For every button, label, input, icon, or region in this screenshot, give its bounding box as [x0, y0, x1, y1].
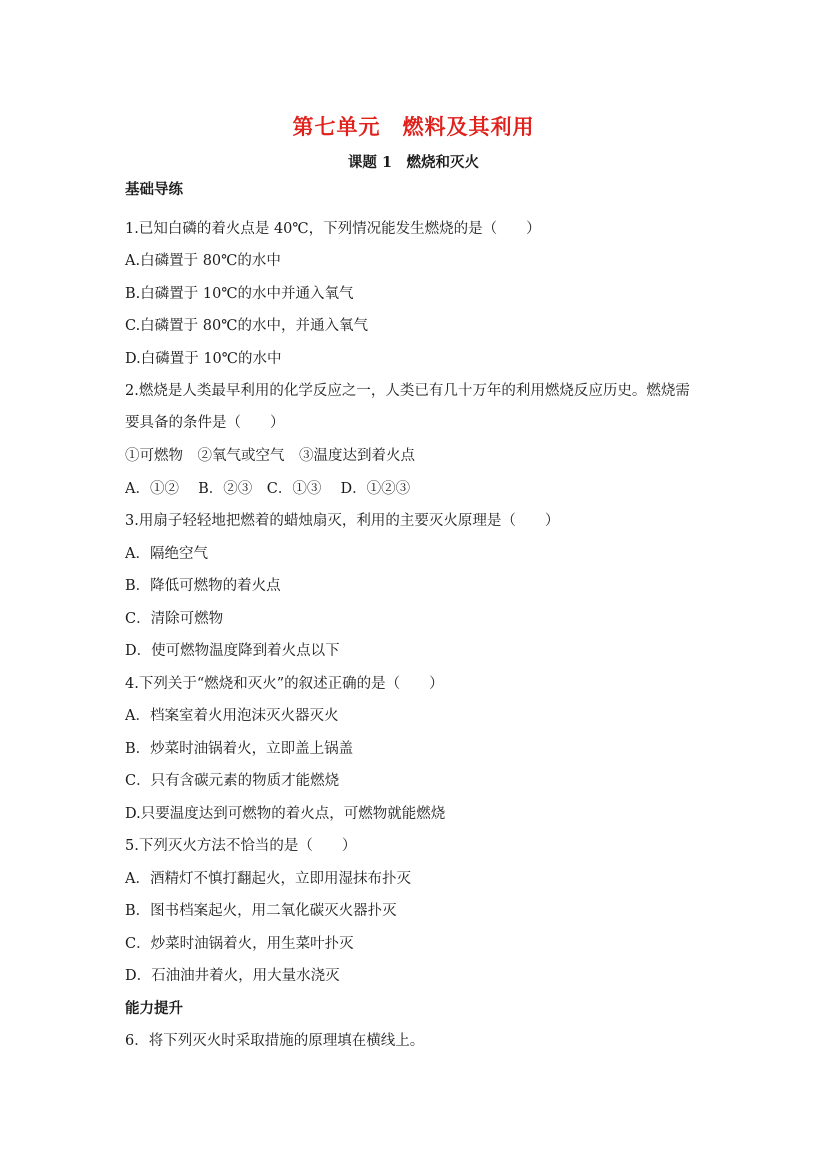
question-5-option-d: D．石油油井着火，用大量水浇灭 — [125, 968, 340, 984]
question-5-option-c: C．炒菜时油锅着火，用生菜叶扑灭 — [125, 936, 354, 952]
question-4-option-a: A．档案室着火用泡沫灭火器灭火 — [125, 708, 339, 724]
question-1-option-c: C.白磷置于 80℃的水中，并通入氧气 — [125, 318, 368, 334]
question-2-stem-line-1: 2.燃烧是人类最早利用的化学反应之一，人类已有几十万年的利用燃烧反应历史。燃烧需 — [125, 383, 690, 399]
question-1-option-a: A.白磷置于 80℃的水中 — [125, 253, 281, 269]
question-3-option-c: C．清除可燃物 — [125, 611, 224, 627]
question-3-stem: 3.用扇子轻轻地把燃着的蜡烛扇灭，利用的主要灭火原理是（ ） — [125, 513, 560, 529]
page-title: 第七单元 燃料及其利用 — [292, 114, 535, 139]
section-advanced-heading: 能力提升 — [125, 1000, 183, 1017]
question-3-option-d: D．使可燃物温度降到着火点以下 — [125, 643, 340, 659]
question-4-option-d: D.只要温度达到可燃物的着火点，可燃物就能燃烧 — [125, 806, 446, 822]
question-2-options: A．①② B．②③ C．①③ D．①②③ — [125, 481, 411, 497]
section-basic-heading: 基础导练 — [125, 181, 183, 198]
question-2-stem-line-2: 要具备的条件是（ ） — [125, 415, 285, 431]
question-4-stem: 4.下列关于“燃烧和灭火”的叙述正确的是（ ） — [125, 676, 444, 692]
question-1-option-b: B.白磷置于 10℃的水中并通入氧气 — [125, 286, 354, 302]
question-2-conditions: ①可燃物 ②氧气或空气 ③温度达到着火点 — [125, 448, 415, 464]
question-5-option-b: B．图书档案起火，用二氧化碳灭火器扑灭 — [125, 903, 397, 919]
question-4-option-c: C．只有含碳元素的物质才能燃烧 — [125, 773, 340, 789]
question-3-option-b: B．降低可燃物的着火点 — [125, 578, 281, 594]
question-6-stem: 6．将下列灭火时采取措施的原理填在横线上。 — [125, 1033, 425, 1049]
question-3-option-a: A．隔绝空气 — [125, 546, 208, 562]
question-1-stem: 1.已知白磷的着火点是 40℃，下列情况能发生燃烧的是（ ） — [125, 221, 541, 237]
question-5-stem: 5.下列灭火方法不恰当的是（ ） — [125, 838, 357, 854]
question-4-option-b: B．炒菜时油锅着火，立即盖上锅盖 — [125, 741, 354, 757]
lesson-title: 课题 1 燃烧和灭火 — [347, 154, 480, 171]
question-5-option-a: A．酒精灯不慎打翻起火，立即用湿抹布扑灭 — [125, 871, 411, 887]
question-1-option-d: D.白磷置于 10℃的水中 — [125, 351, 282, 367]
